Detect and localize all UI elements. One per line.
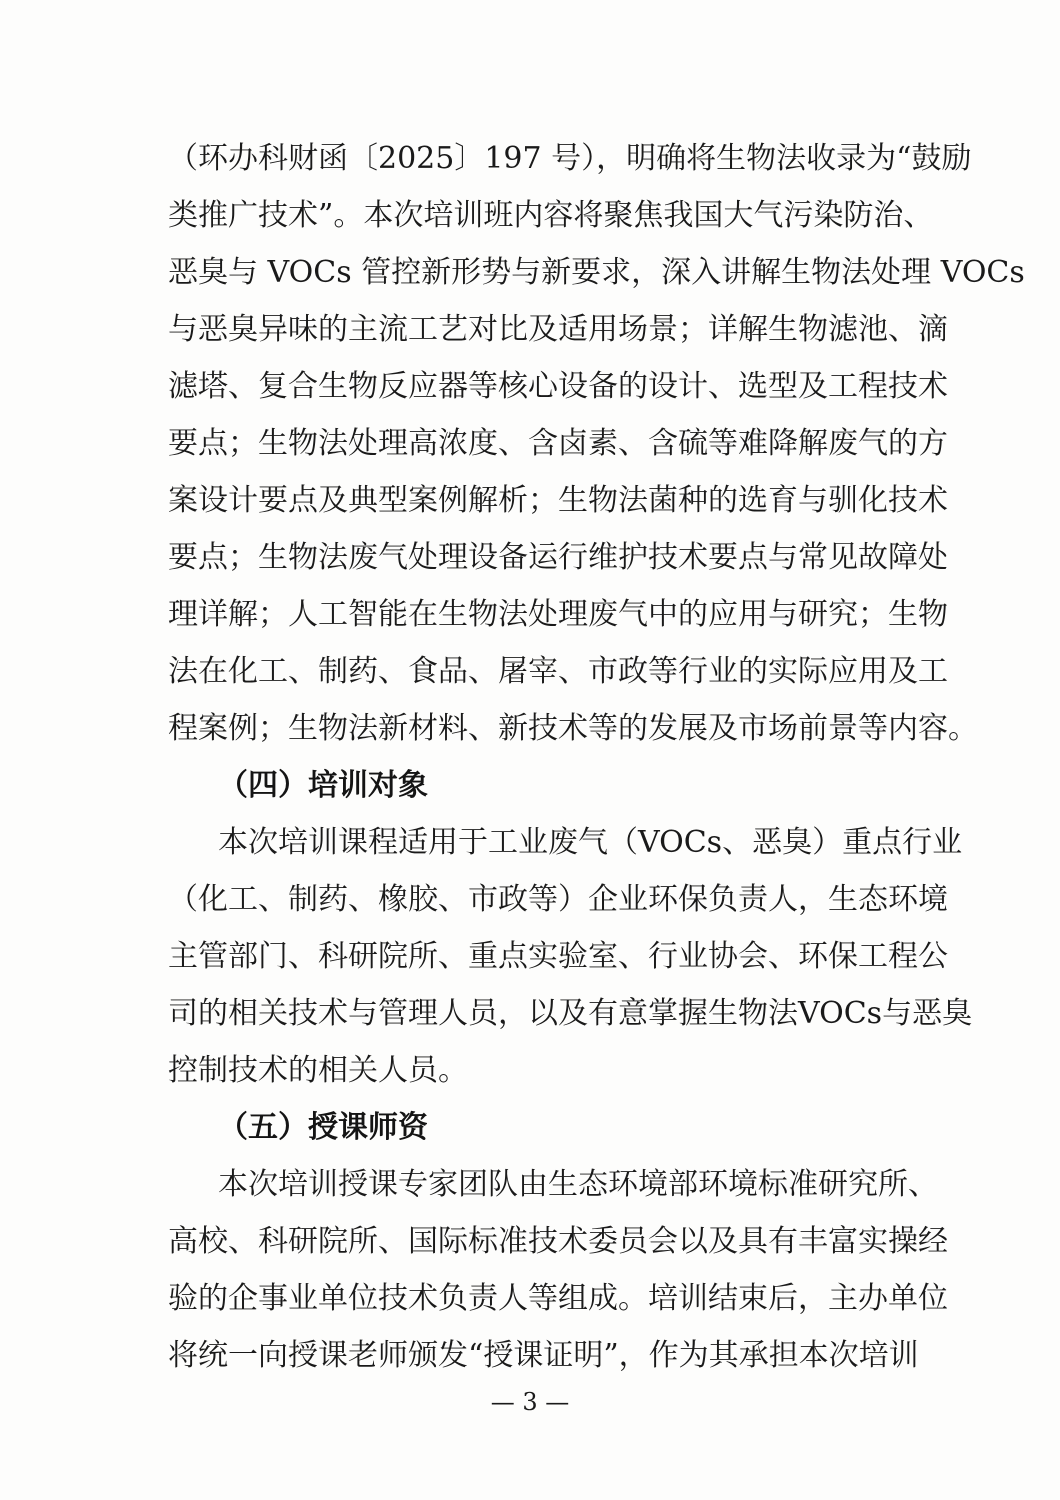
paragraph-1-line: 法在化工、制药、食品、屠宰、市政等行业的实际应用及工 [168, 654, 948, 689]
paragraph-1-line: （环办科财函〔2025〕197 号），明确将生物法收录为“鼓励 [168, 141, 972, 176]
paragraph-1-line: 案设计要点及典型案例解析；生物法菌种的选育与驯化技术 [168, 483, 948, 518]
paragraph-1-line: 理详解；人工智能在生物法处理废气中的应用与研究；生物 [168, 597, 948, 632]
paragraph-3-line: 将统一向授课老师颁发“授课证明”，作为其承担本次培训 [168, 1338, 919, 1373]
paragraph-2-line: 本次培训课程适用于工业废气（VOCs、恶臭）重点行业 [218, 825, 963, 860]
paragraph-2-line: 主管部门、科研院所、重点实验室、行业协会、环保工程公 [168, 939, 948, 974]
paragraph-1-line: 恶臭与 VOCs 管控新形势与新要求，深入讲解生物法处理 VOCs [168, 255, 1025, 290]
paragraph-3-line: 本次培训授课专家团队由生态环境部环境标准研究所、 [218, 1167, 938, 1202]
page-number: — 3 — [490, 1388, 570, 1416]
paragraph-2-line: （化工、制药、橡胶、市政等）企业环保负责人，生态环境 [168, 882, 948, 917]
paragraph-1-line: 要点；生物法处理高浓度、含卤素、含硫等难降解废气的方 [168, 426, 948, 461]
paragraph-1-line: 滤塔、复合生物反应器等核心设备的设计、选型及工程技术 [168, 369, 948, 404]
paragraph-1-line: 类推广技术”。本次培训班内容将聚焦我国大气污染防治、 [168, 198, 934, 233]
paragraph-1-line: 程案例；生物法新材料、新技术等的发展及市场前景等内容。 [168, 711, 978, 746]
paragraph-1-line: 要点；生物法废气处理设备运行维护技术要点与常见故障处 [168, 540, 948, 575]
paragraph-2-line: 司的相关技术与管理人员，以及有意掌握生物法VOCs与恶臭 [168, 996, 973, 1031]
paragraph-1-line: 与恶臭异味的主流工艺对比及适用场景；详解生物滤池、滴 [168, 312, 948, 347]
section-heading-instructors: （五）授课师资 [218, 1110, 428, 1145]
paragraph-3-line: 验的企事业单位技术负责人等组成。培训结束后，主办单位 [168, 1281, 948, 1316]
paragraph-2-line: 控制技术的相关人员。 [168, 1053, 468, 1088]
paragraph-3-line: 高校、科研院所、国际标准技术委员会以及具有丰富实操经 [168, 1224, 948, 1259]
section-heading-training-targets: （四）培训对象 [218, 768, 428, 803]
